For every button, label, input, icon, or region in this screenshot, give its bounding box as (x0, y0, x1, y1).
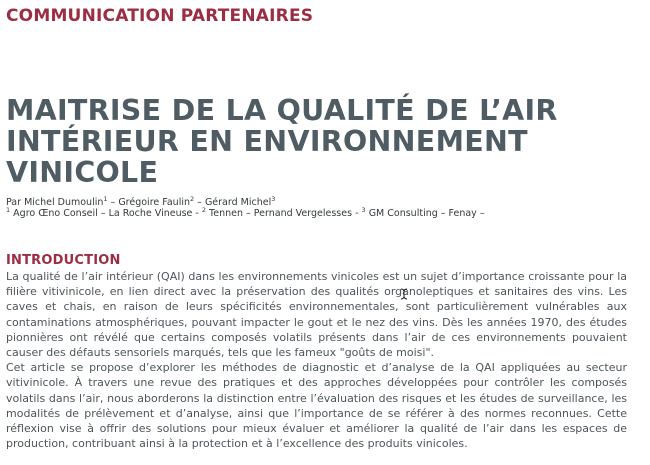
title-line: MAITRISE DE LA QUALITÉ DE L’AIR (6, 94, 558, 127)
author-name: Grégoire Faulin (118, 197, 190, 208)
author-separator: – (107, 197, 119, 208)
text-cursor-icon (399, 288, 409, 300)
affiliation-text: Agro Œno Conseil – La Roche Vineuse - (10, 208, 202, 219)
title-line: VINICOLE (6, 156, 159, 189)
section-label: COMMUNICATION PARTENAIRES (6, 6, 314, 26)
author-name: Gérard Michel (204, 197, 272, 208)
affiliation-sup: 1 (6, 205, 11, 214)
author-separator: – (194, 197, 205, 208)
affiliation-line (6, 205, 485, 219)
introduction-heading: INTRODUCTION (6, 253, 121, 268)
affiliation-sup: 3 (361, 205, 366, 214)
author-sup: 2 (190, 194, 195, 203)
author-line (6, 194, 485, 208)
affiliation-text: Tennen – Pernand Vergelesses - (206, 208, 362, 219)
author-sup: 3 (271, 194, 276, 203)
paragraph: La qualité de l’air intérieur (QAI) dans les environnements vinicoles est un sujet d’importance croissante pour la filière vitivinicole, en lien direct avec la préservation des qualités organoleptiques et sanitaires des vins. Les caves et chais, en raison de leurs spécificités environnementales, sont particulièrement vulnérables aux contaminations atmosphériques, pouvant impacter le gout et le nez des vins. Dès les années 1970, des études pionnières ont révélé que certains composés volatils présents dans l’air de ces environnements pouvaient causer des défauts sensoriels marqués, tels que les fameux "goûts de moisi". (6, 270, 627, 360)
author-sup: 1 (103, 194, 108, 203)
author-name: Michel Dumoulin (24, 197, 104, 208)
title-line: INTÉRIEUR EN ENVIRONNEMENT (6, 125, 528, 158)
affiliation-sup: 2 (201, 205, 207, 214)
author-prefix: Par (6, 197, 25, 208)
introduction-body (6, 269, 627, 451)
affiliation-text: GM Consulting – Fenay – (365, 208, 485, 219)
paragraph: Cet article se propose d’explorer les méthodes de diagnostic et d’analyse de la QAI appliquées au secteur vitivinicole. À travers une revue des pratiques et des approches développées pour contrôler les composés volatils dans l’air, nous aborderons la distinction entre l’évaluation des risques et les études de surveillance, les modalités de prélèvement et d’analyse, ainsi que l’importance de se référer à des normes reconnues. Cette réflexion vise à offrir des solutions pour mieux évaluer et améliorer la qualité de l’air dans les espaces de production, contribuant ainsi à la protection et à l’excellence des produits vinicoles. (6, 361, 627, 451)
article-title (6, 95, 646, 188)
author-block (6, 194, 485, 219)
